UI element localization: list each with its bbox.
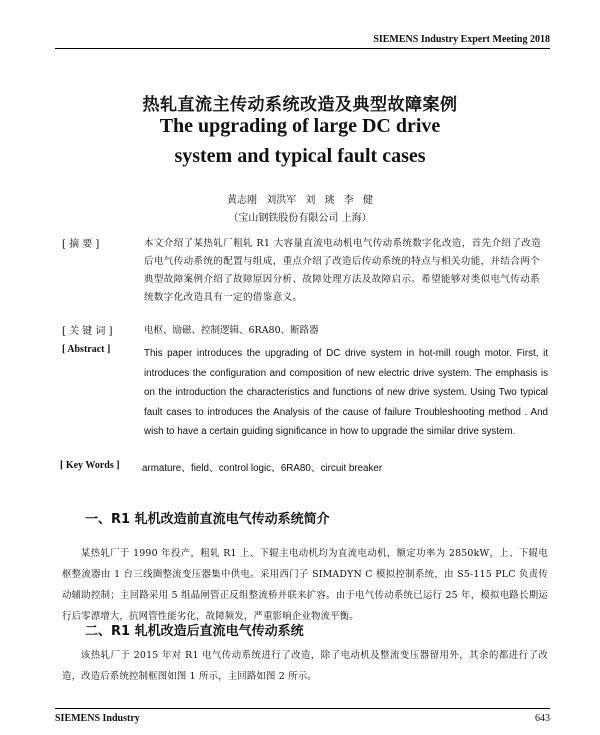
section1-paragraph: 某热轧厂于 1990 年投产，粗轧 R1 上、下辊主电动机均为直流电动机，额定功率为 2850kW，上、下辊电枢整流器由 1 台三线圈整流变压器集中供电。采用西门子 SIMADYN C 模拟控制系统，由 S5-115 PLC 负责传动辅助控制；主回路采用 5 组晶闸管正反组整流桥并联来扩容。由于电气传动系统已运行 25 年，模拟电路长期运行后零漂增大，抗网管性能劣化，故障频发，严重影响企业物流平衡。 <box>62 548 548 622</box>
abstract-chinese-label: [ 摘 要 ] <box>62 239 100 250</box>
title-english-line1: The upgrading of large DC drive <box>159 115 441 137</box>
abstract-chinese-text: 本文介绍了某热轧厂粗轧 R1 大容量直流电动机电气传动系统数字化改造，首先介绍了改造后电气传动系统的配置与组成，重点介绍了改造后传动系统的特点与相关功能，并结合两个典型故障案例介绍了故障原因分析、故障处理方法及故障启示。希望能够对类似电气传动系统数字化改造具有一定的借鉴意义。 <box>144 238 542 303</box>
conference-title: SIEMENS Industry Expert Meeting 2018 <box>373 34 550 45</box>
section2-heading: 二、R1 轧机改造后直流电气传动系统 <box>85 624 304 639</box>
page-number: 643 <box>535 713 550 724</box>
keywords-chinese-text: 电枢、励磁、控制逻辑、6RA80、断路器 <box>144 325 319 336</box>
section1-heading: 一、R1 轧机改造前直流电气传动系统简介 <box>85 512 330 527</box>
footer-brand: SIEMENS Industry <box>55 713 140 724</box>
affiliation: （宝山钢铁股份有限公司 上海） <box>228 213 372 224</box>
abstract-english-text: This paper introduces the upgrading of DC drive system in hot-mill rough motor. First, it introduces the configuration and composition of new electric drive system. The emphasis is on the introduction the characteristics and functions of new drive system. Using Two typical fault cases to introduces the Analysis of the cause of failure Troubleshooting method . And wish to have a certain guiding significance in how to upgrade the similar drive system. <box>144 348 548 437</box>
keywords-english-text: armature、field、control logic、6RA80、circuit breaker <box>142 463 383 474</box>
page-header <box>55 28 550 49</box>
title-english-line2: system and typical fault cases <box>174 145 426 167</box>
authors: 黄志刚 刘洪军 刘 珧 李 健 <box>227 195 373 206</box>
title-chinese: 热轧直流主传动系统改造及典型故障案例 <box>142 95 458 115</box>
page-footer <box>55 708 550 729</box>
keywords-english-label: [ Key Words ] <box>60 460 120 471</box>
abstract-english-label: [ Abstract ] <box>62 344 111 355</box>
keywords-chinese-label: [ 关 键 词 ] <box>62 326 113 337</box>
section2-paragraph: 该热轧厂于 2015 年对 R1 电气传动系统进行了改造，除了电动机及整流变压器留用外，其余的都进行了改造，改造后系统控制框图如图 1 所示，主回路如图 2 所示。 <box>62 650 548 682</box>
